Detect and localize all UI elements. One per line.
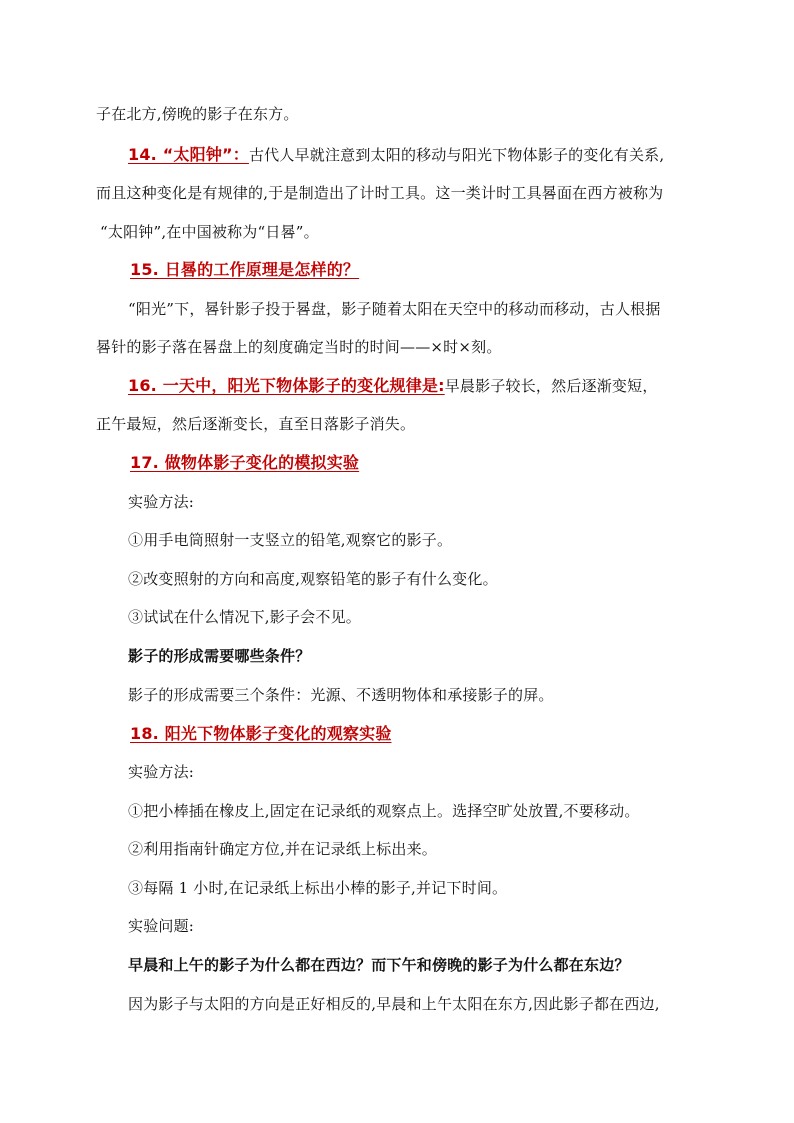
paragraph-line xyxy=(96,414,415,434)
section-14 xyxy=(128,145,664,165)
text: ①用手电筒照射一支竖立的铅笔,观察它的影子。 xyxy=(128,531,453,549)
text: ②利用指南针确定方位,并在记录纸上标出来。 xyxy=(128,840,437,858)
text: ③每隔 1 小时,在记录纸上标出小棒的影子,并记下时间。 xyxy=(128,879,508,897)
text: 实验问题: xyxy=(128,917,195,935)
paragraph-line xyxy=(128,839,437,859)
text: 因为影子与太阳的方向是正好相反的,早晨和上午太阳在东方,因此影子都在西边, xyxy=(128,995,660,1013)
text: “阳光”下，晷针影子投于晷盘，影子随着太阳在天空中的移动而移动，古人根据 xyxy=(128,300,661,318)
section-16-title: 16. 一天中，阳光下物体影子的变化规律是: xyxy=(128,376,445,395)
text: 正午最短，然后逐渐变长，直至日落影子消失。 xyxy=(96,415,416,433)
section-15 xyxy=(130,260,359,280)
text: ③试试在什么情况下,影子会不见。 xyxy=(128,608,361,626)
text: ①把小棒插在橡皮上,固定在记录纸的观察点上。选择空旷处放置,不要移动。 xyxy=(128,802,640,820)
paragraph-line xyxy=(128,801,640,821)
text: 而且这种变化是有规律的,于是制造出了计时工具。这一类计时工具晷面在西方被称为 xyxy=(96,184,664,202)
paragraph-line xyxy=(128,299,661,319)
paragraph-line xyxy=(128,878,507,898)
text: 实验方法: xyxy=(128,493,195,511)
section-14-text: 古代人早就注意到太阳的移动与阳光下物体影子的变化有关系, xyxy=(248,146,665,164)
paragraph-line xyxy=(96,104,299,124)
text: 子在北方,傍晚的影子在东方。 xyxy=(96,105,299,123)
text: 实验方法: xyxy=(128,763,195,781)
paragraph-line xyxy=(128,492,194,512)
text: ②改变照射的方向和高度,观察铅笔的影子有什么变化。 xyxy=(128,570,498,588)
paragraph-line xyxy=(128,685,554,705)
paragraph-line xyxy=(100,222,319,242)
section-14-title: 14. “太阳钟”： xyxy=(128,145,249,164)
paragraph-line xyxy=(128,569,498,589)
paragraph-line xyxy=(128,530,452,550)
paragraph-line xyxy=(96,337,502,357)
text: 晷针的影子落在晷盘上的刻度确定当时的时间——×时×刻。 xyxy=(96,338,502,356)
paragraph-line xyxy=(96,183,663,203)
text: 影子的形成需要三个条件：光源、不透明物体和承接影子的屏。 xyxy=(128,686,554,704)
section-18-title: 18. 阳光下物体影子变化的观察实验 xyxy=(130,724,392,743)
section-17 xyxy=(130,453,359,473)
question-text: 早晨和上午的影子为什么都在西边？而下午和傍晚的影子为什么都在东边？ xyxy=(128,956,630,974)
paragraph-line xyxy=(128,916,194,936)
paragraph-line xyxy=(128,762,194,782)
section-16-text: 早晨影子较长，然后逐渐变短， xyxy=(444,377,658,395)
section-17-title: 17. 做物体影子变化的模拟实验 xyxy=(130,453,360,472)
paragraph-line xyxy=(128,607,361,627)
question-text: 影子的形成需要哪些条件？ xyxy=(128,647,311,665)
section-18 xyxy=(130,724,392,744)
paragraph-line xyxy=(128,955,630,975)
section-15-title: 15. 日晷的工作原理是怎样的？ xyxy=(130,260,360,279)
text: “太阳钟”,在中国被称为“日晷”。 xyxy=(100,223,319,241)
paragraph-line xyxy=(128,646,310,666)
section-16 xyxy=(128,376,658,396)
paragraph-line xyxy=(128,994,660,1014)
